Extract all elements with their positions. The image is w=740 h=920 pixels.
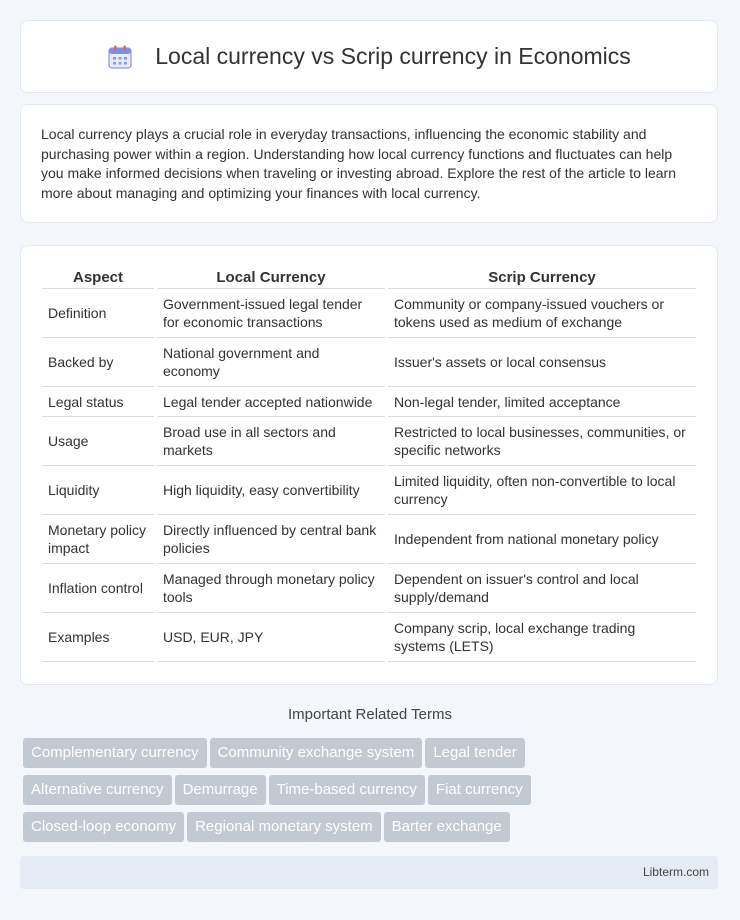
table-cell: High liquidity, easy convertibility [157,466,385,515]
table-row [42,387,696,417]
table-cell: Backed by [42,338,154,387]
table-cell: Government-issued legal tender for economic transactions [157,289,385,338]
title-card [20,20,718,93]
table-cell: Legal tender accepted nationwide [157,387,385,417]
tag-barter-exchange[interactable]: Barter exchange [384,812,510,842]
table-row [42,338,696,387]
table-row [42,289,696,338]
tag-time-based-currency[interactable]: Time-based currency [269,775,425,805]
table-cell: Usage [42,417,154,466]
footer [20,856,718,889]
table-cell: Liquidity [42,466,154,515]
footer-site-link[interactable]: Libterm.com [642,865,709,879]
tag-community-exchange-system[interactable]: Community exchange system [210,738,423,768]
table-cell: Non-legal tender, limited acceptance [388,387,696,417]
tag-closed-loop-economy[interactable]: Closed-loop economy [23,812,184,842]
table-cell: National government and economy [157,338,385,387]
table-cell: Monetary policy impact [42,515,154,564]
tag-legal-tender[interactable]: Legal tender [425,738,524,768]
intro-text: Local currency plays a crucial role in everyday transactions, influencing the economic stability and purchasing power within a region. Understanding how local currency functions and fluctuates can help you make informed decisions when traveling or investing abroad. Explore the rest of the article to learn more about managing and optimizing your finances with local currency. [41,126,677,201]
table-cell: USD, EUR, JPY [157,613,385,662]
related-terms-tags [23,738,723,849]
table-cell: Dependent on issuer's control and local supply/demand [388,564,696,613]
tag-regional-monetary-system[interactable]: Regional monetary system [187,812,381,842]
table-row [42,417,696,466]
table-cell: Inflation control [42,564,154,613]
table-row [42,466,696,515]
table-cell: Examples [42,613,154,662]
comparison-table-card [20,245,718,685]
intro-card [20,104,718,223]
tag-demurrage[interactable]: Demurrage [175,775,266,805]
tag-fiat-currency[interactable]: Fiat currency [428,775,531,805]
table-cell: Managed through monetary policy tools [157,564,385,613]
table-cell: Company scrip, local exchange trading systems (LETS) [388,613,696,662]
table-row [42,613,696,662]
header-local-currency: Local Currency [157,266,385,289]
comparison-table [39,266,699,662]
tag-complementary-currency[interactable]: Complementary currency [23,738,207,768]
table-cell: Restricted to local businesses, communities, or specific networks [388,417,696,466]
table-cell: Limited liquidity, often non-convertible to local currency [388,466,696,515]
table-cell: Issuer's assets or local consensus [388,338,696,387]
table-cell: Independent from national monetary policy [388,515,696,564]
table-cell: Definition [42,289,154,338]
table-cell: Broad use in all sectors and markets [157,417,385,466]
table-row [42,564,696,613]
page-title: Local currency vs Scrip currency in Economics [155,43,631,69]
calendar-icon [107,44,133,70]
header-aspect: Aspect [42,266,154,289]
tag-alternative-currency[interactable]: Alternative currency [23,775,172,805]
table-cell: Community or company-issued vouchers or tokens used as medium of exchange [388,289,696,338]
table-cell: Directly influenced by central bank policies [157,515,385,564]
related-terms-title: Important Related Terms [288,706,452,723]
table-cell: Legal status [42,387,154,417]
table-row [42,515,696,564]
header-scrip-currency: Scrip Currency [388,266,696,289]
